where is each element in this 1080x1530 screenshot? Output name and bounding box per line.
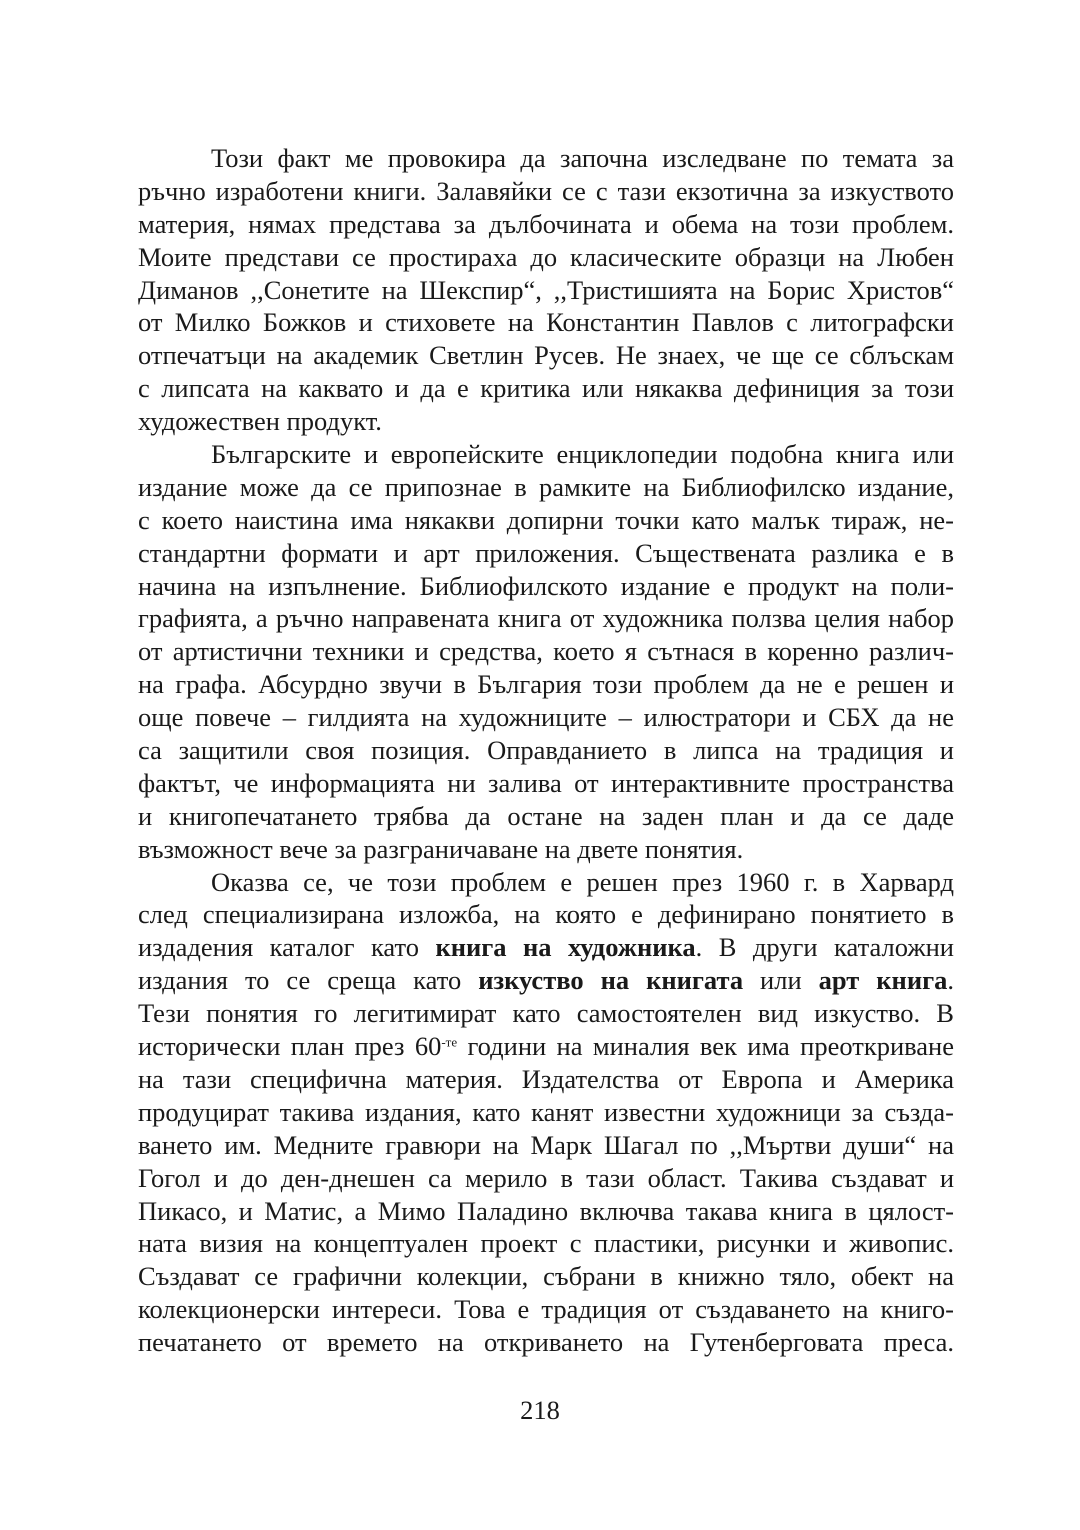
text-line: с което наистина има някакви допирни точки като малък тираж, не- [138,504,954,535]
text-line: издание може да се припознае в рамките на Библиофилско издание, [138,471,954,502]
page-body [138,142,954,1359]
text-line: ването им. Медните гравюри на Марк Шагал по ,,Мъртви души“ на [138,1129,954,1160]
paragraph-1 [138,142,954,438]
text-line: са защитили своя позиция. Оправданието в липса на традиция и [138,735,954,766]
text-line: ръчно изработени книги. Залавяйки се с тази екзотична за изкуството [138,175,954,206]
term-book-of-artist: книга на художника [435,932,696,963]
text-line: отпечатъци на академик Светлин Русев. Не знаех, че ще се сблъскам [138,340,954,371]
text-line: след специализирана изложба, на която е дефинирано понятието в [138,899,954,930]
text-line: ната визия на концептуален проект с пластики, рисунки и живопис. [138,1228,954,1259]
text-line: начина на изпълнение. Библиофилското издание е продукт на поли- [138,570,954,601]
text-line: графията, а ръчно направената книга от художника ползва целия набор [138,603,954,634]
text-line: на графа. Абсурдно звучи в България този проблем да не е решен и [138,669,954,700]
text-line: Тези понятия го легитимират като самостоятелен вид изкуство. В [138,998,954,1029]
text-line: и книгопечатането трябва да остане на заден план и да се даде [138,800,954,831]
text-line: продуцират такива издания, като канят известни художници за създа- [138,1096,954,1127]
text-run: . [947,965,954,996]
text-line: Моите представи се простираха до класическите образци на Любен [138,241,954,272]
text-line: колекционерски интереси. Това е традиция от създаването на книго- [138,1294,954,1325]
text-line [138,1030,954,1063]
text-line: Гогол и до ден-днешен са мерило в тази област. Такива създават и [138,1162,954,1193]
text-line: Пикасо, и Матис, а Мимо Паладино включва такава книга в цялост- [138,1195,954,1226]
text-run: или [743,965,819,996]
paragraph-2 [138,438,954,866]
text-line: Българските и европейските енциклопедии подобна книга или [211,439,954,470]
text-line: стандартни формати и арт приложения. Съществената разлика е в [138,537,954,568]
term-art-of-the-book: изкуство на книгата [478,965,744,996]
text-line: материя, нямах представа за дълбочината и обема на този проблем. [138,208,954,239]
text-line: Този факт ме провокира да започна изследване по темата за [211,143,954,173]
text-line: възможност вече за разграничаване на двете понятия. [138,833,744,864]
text-line: Създават се графични колекции, събрани в книжно тяло, обект на [138,1261,954,1292]
text-line: от Милко Божков и стиховете на Константин Павлов с литографски [138,307,954,338]
text-line [138,931,954,964]
text-line: на тази специфична материя. Издателства от Европа и Америка [138,1063,954,1094]
text-run: исторически план през 60 [138,1031,442,1062]
text-line: от артистични техники и средства, което я сътнася в коренно различ- [138,636,954,667]
text-run: години на миналия век има преоткриване [457,1031,955,1062]
superscript: -те [441,1034,458,1050]
text-line [138,964,954,997]
text-line: още повече – гилдията на художниците – илюстратори и СБХ да не [138,702,954,733]
text-line: печатането от времето на откриването на Гутенберговата преса. [138,1327,954,1358]
text-line: художествен продукт. [138,406,382,437]
text-line: Диманов ,,Сонетите на Шекспир“, ,,Тристишията на Борис Христов“ [138,274,954,305]
text-line: Оказва се, че този проблем е решен през 1960 г. в Харвард [211,866,954,897]
text-run: издания то се среща като [138,965,479,996]
text-run: издадения каталог като [138,932,436,963]
text-run: . В други каталожни [695,932,954,963]
text-line: фактът, че информацията ни залива от интерактивните пространства [138,767,954,798]
text-line: с липсата на каквато и да е критика или някаква дефиниция за този [138,373,954,404]
paragraph-3 [138,866,954,1359]
page-number: 218 [520,1395,560,1425]
term-art-book: арт книга [818,965,948,996]
